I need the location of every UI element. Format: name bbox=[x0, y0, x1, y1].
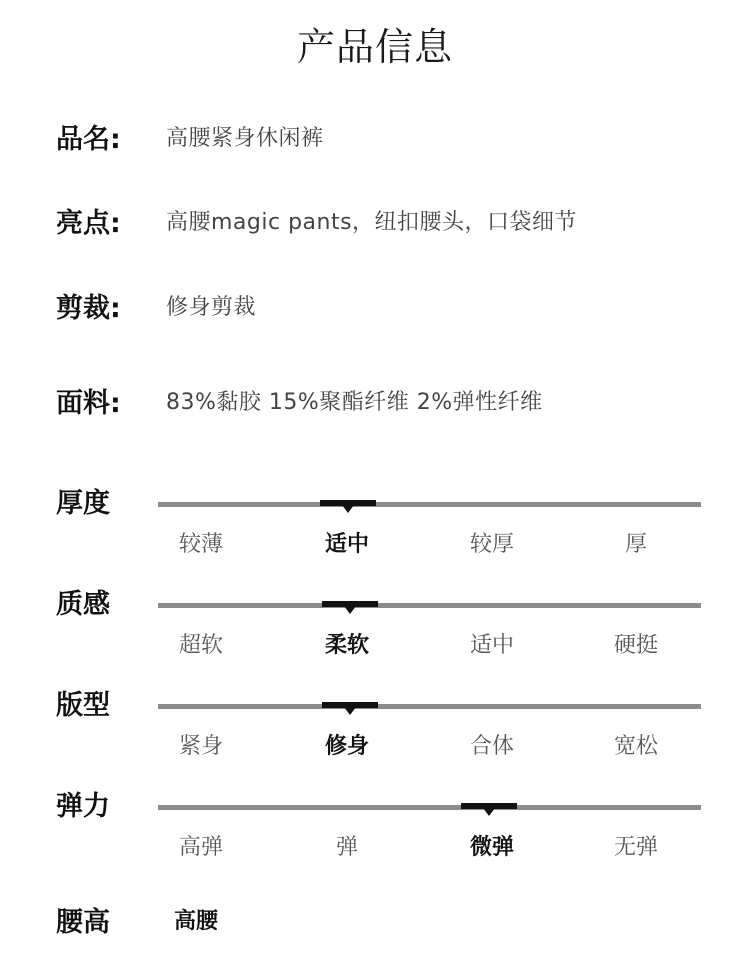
scale-option: 硬挺 bbox=[613, 633, 658, 658]
info-value: 83%黏胶 15%聚酯纤维 2%弹性纤维 bbox=[166, 389, 543, 415]
scale-texture bbox=[0, 582, 750, 662]
scale-track bbox=[158, 603, 701, 608]
scale-option: 弹 bbox=[335, 835, 358, 860]
info-label: 面料: bbox=[56, 387, 121, 419]
scale-option: 较薄 bbox=[178, 532, 223, 557]
scale-label: 厚度 bbox=[56, 488, 110, 519]
waist-row bbox=[56, 900, 218, 939]
info-label: 品名: bbox=[56, 123, 121, 155]
scale-stretch bbox=[0, 784, 750, 864]
scale-label: 质感 bbox=[56, 589, 110, 620]
page-title: 产品信息 bbox=[296, 25, 453, 69]
scale-track bbox=[158, 704, 701, 709]
waist-label: 腰高 bbox=[56, 907, 110, 938]
scale-label: 版型 bbox=[56, 690, 110, 721]
scale-option: 高弹 bbox=[178, 835, 223, 860]
scale-track bbox=[158, 502, 701, 507]
scale-marker bbox=[322, 702, 378, 708]
info-label: 亮点: bbox=[56, 207, 121, 239]
scale-option: 超软 bbox=[178, 633, 223, 658]
scale-thickness bbox=[0, 481, 750, 561]
scale-option: 无弹 bbox=[613, 835, 658, 860]
info-row-name bbox=[56, 116, 324, 156]
scale-option: 修身 bbox=[324, 734, 369, 759]
scale-option: 较厚 bbox=[469, 532, 514, 557]
scale-marker bbox=[322, 601, 378, 607]
scale-option: 适中 bbox=[469, 633, 514, 658]
scale-option: 适中 bbox=[324, 532, 369, 557]
waist-value: 高腰 bbox=[174, 909, 219, 934]
scale-option: 紧身 bbox=[178, 734, 223, 759]
scale-option: 厚 bbox=[624, 532, 647, 557]
scale-option: 合体 bbox=[469, 734, 514, 759]
scale-option: 柔软 bbox=[324, 633, 369, 658]
info-row-fabric bbox=[56, 380, 543, 420]
scale-marker bbox=[461, 803, 517, 809]
scale-label: 弹力 bbox=[56, 791, 110, 822]
info-row-highlights bbox=[56, 200, 577, 240]
scale-marker bbox=[320, 500, 376, 506]
info-value: 修身剪裁 bbox=[166, 294, 257, 320]
info-value: 高腰magic pants，纽扣腰头，口袋细节 bbox=[166, 209, 578, 235]
scale-option: 微弹 bbox=[469, 835, 514, 860]
scale-track bbox=[158, 805, 701, 810]
info-value: 高腰紧身休闲裤 bbox=[166, 125, 324, 151]
info-label: 剪裁: bbox=[56, 292, 121, 324]
scale-option: 宽松 bbox=[613, 734, 658, 759]
info-row-cut bbox=[56, 285, 256, 325]
scale-fit bbox=[0, 683, 750, 763]
